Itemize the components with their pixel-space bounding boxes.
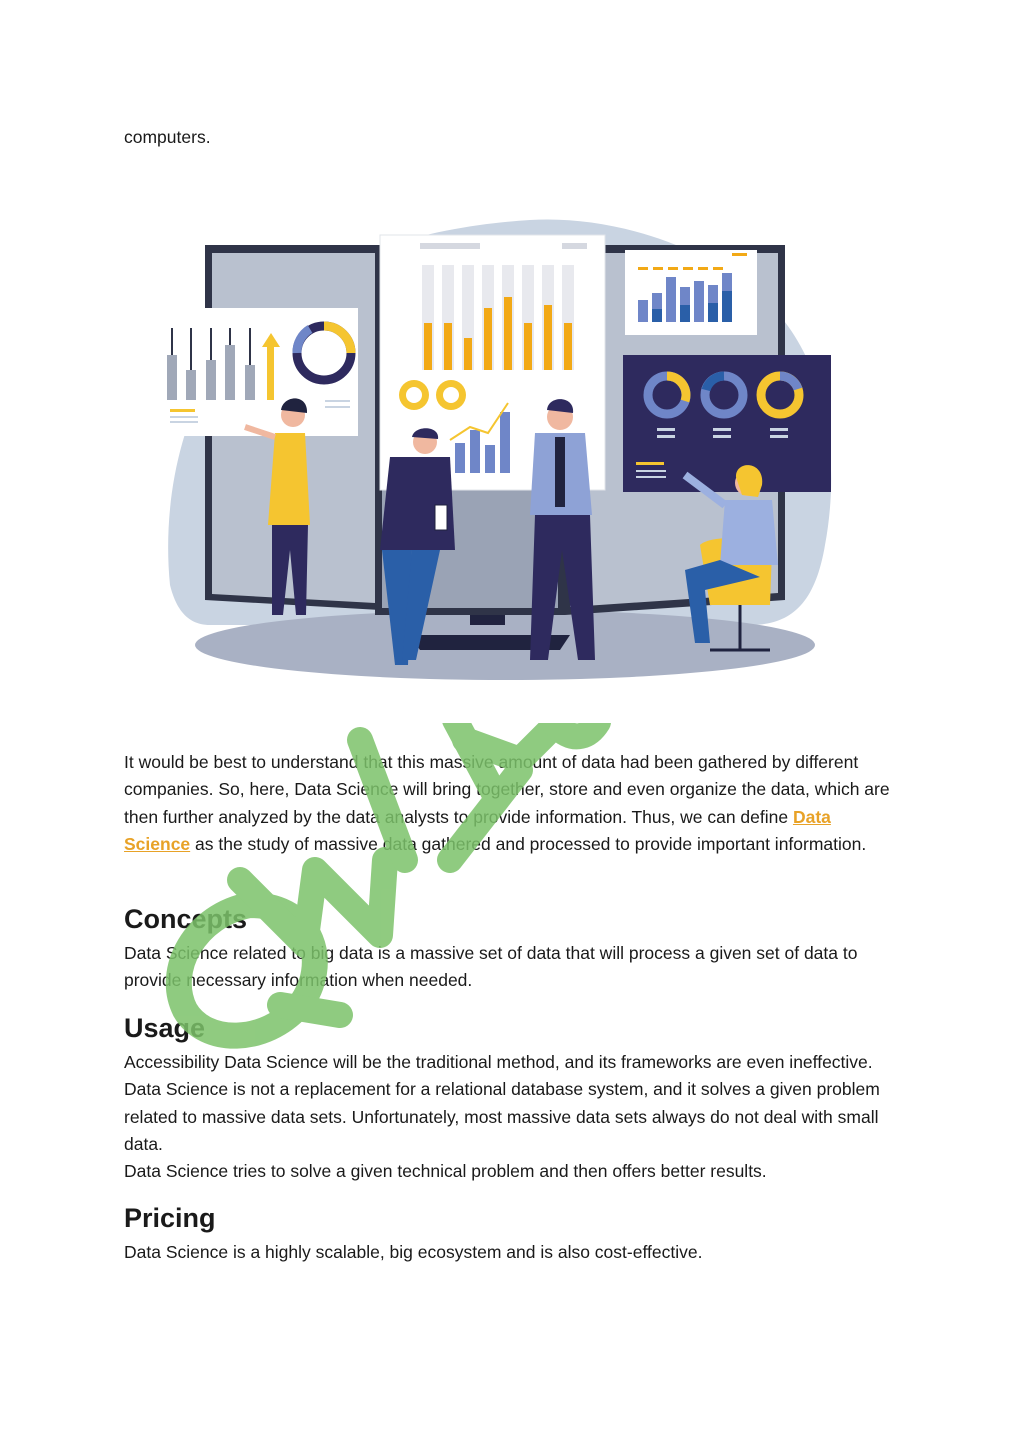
pricing-heading: Pricing (124, 1203, 216, 1233)
intro-text-after-link: as the study of massive data gathered and processed to provide important information. (190, 833, 867, 854)
continuation-text: computers. (124, 127, 211, 147)
usage-text-2: Data Science tries to solve a given technical problem and then offers better results. (124, 1161, 767, 1182)
usage-heading: Usage (124, 1013, 206, 1043)
concepts-paragraph: Data Science related to big data is a massive set of data that will process a given set of data to provide necessary information when needed. (124, 943, 858, 991)
data-science-team-illustration (150, 205, 840, 685)
usage-paragraph (124, 1049, 894, 1185)
usage-text-1: Accessibility Data Science will be the traditional method, and its frameworks are even ineffective. Data Science is not a replacement for a relational database system, and it solves a given problem related to massive data sets. Unfortunately, most massive data sets always do not deal with small data. (124, 1052, 880, 1154)
data-science-link[interactable]: Data Science (124, 806, 831, 854)
intro-text-before-link: It would be best to understand that this massive amount of data had been gathered by different companies. So, here, Data Science will bring together, store and even organize the data, which are then further analyzed by the data analysts to provide information. Thus, we can define (124, 752, 890, 827)
intro-paragraph (124, 749, 894, 858)
pricing-paragraph: Data Science is a highly scalable, big ecosystem and is also cost-effective. (124, 1242, 703, 1262)
concepts-heading: Concepts (124, 904, 248, 934)
